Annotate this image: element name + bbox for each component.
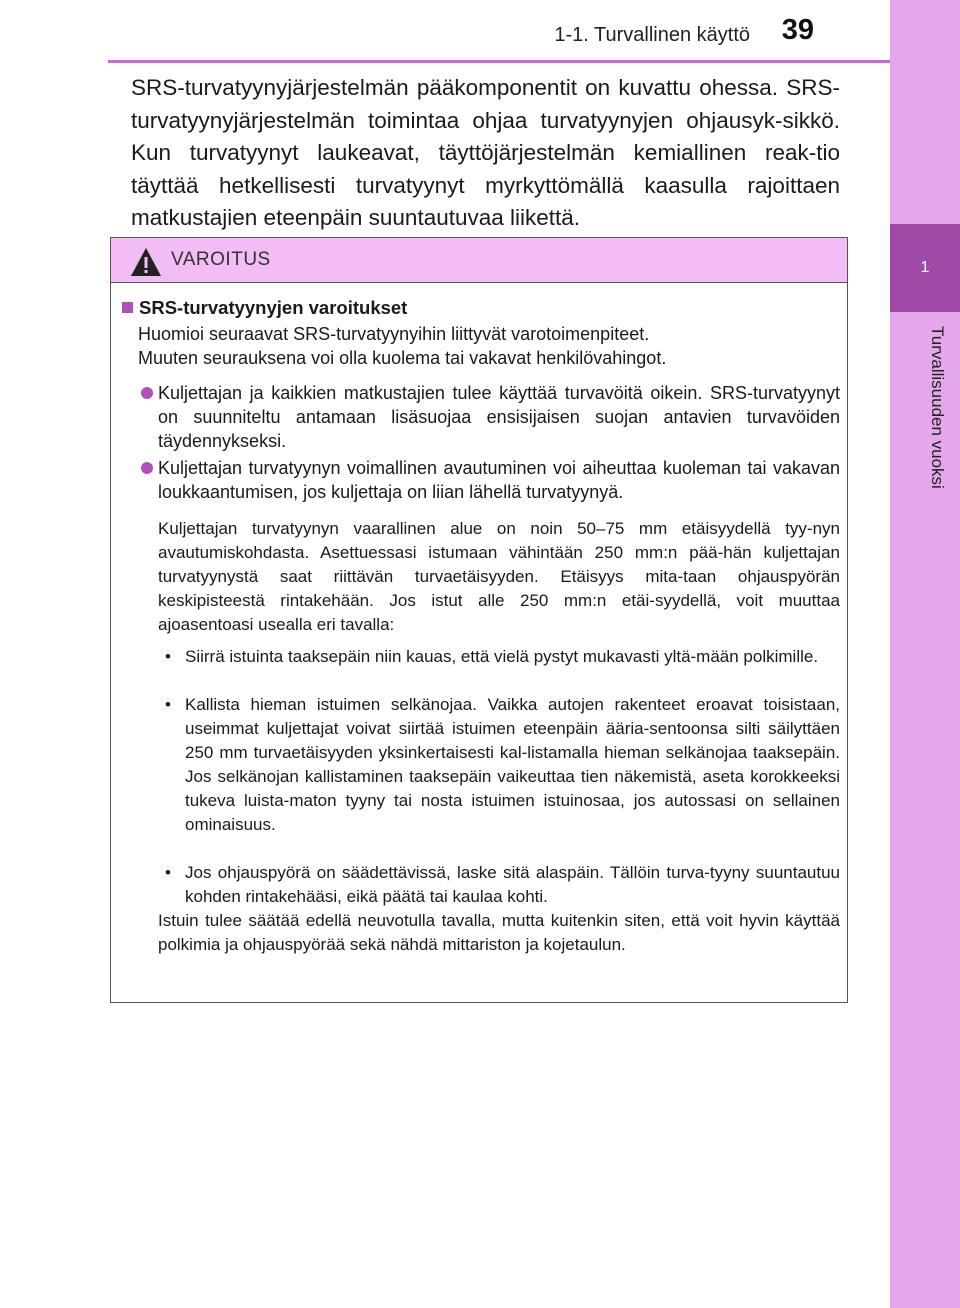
- warning-intro-line1: Huomioi seuraavat SRS-turvatyynyihin liittyvät varotoimenpiteet.: [138, 324, 650, 344]
- warning-triangle-icon: [130, 247, 162, 277]
- warning-closing: Istuin tulee säätää edellä neuvotulla tavalla, mutta kuitenkin siten, että voit hyvin käyttää polkimia ja ohjauspyörää sekä nähdä mittariston ja kojetaulun.: [158, 911, 840, 954]
- list-item: • Jos ohjauspyörä on säädettävissä, laske sitä alaspäin. Tällöin turva-tyyny suuntautuu kohden rintakehääsi, eikä päätä tai kaulaa kohti.: [165, 863, 840, 906]
- square-bullet-icon: [122, 302, 133, 313]
- page-header: [0, 0, 890, 62]
- warning-detail: Kuljettajan turvatyynyn vaarallinen alue on noin 50–75 mm etäisyydellä tyy-nyn avautumiskohdasta. Asettuessasi istumaan vähintään 250 mm:n pää-hän kuljettajan turvatyynystä saat riittävän turvaetäisyyden. Etäisyys mita-taan ohjauspyörän keskipisteestä rintakehään. Jos istut alle 250 mm:n etäi-syydellä, voit muuttaa ajoasentoasi usealla eri tavalla:: [158, 519, 840, 634]
- warning-label: VAROITUS: [171, 249, 271, 270]
- side-tab-strip: [890, 0, 960, 1308]
- chapter-label: Turvallisuuden vuoksi: [928, 326, 947, 489]
- list-item: • Siirrä istuinta taaksepäin niin kauas, että vielä pystyt mukavasti yltä-mään polkimille.: [165, 647, 819, 666]
- warning-bullet-2: Kuljettajan turvatyynyn voimallinen avautuminen voi aiheuttaa kuoleman tai vakavan loukkaantumisen, jos kuljettaja on liian lähellä turvatyynyä.: [158, 458, 840, 502]
- warning-intro-line2: Muuten seurauksena voi olla kuolema tai vakavat henkilövahingot.: [138, 348, 667, 368]
- header-rule: [108, 60, 960, 63]
- page-number: 39: [781, 14, 814, 46]
- warning-bullet-1: Kuljettajan ja kaikkien matkustajien tulee käyttää turvavöitä oikein. SRS-turvatyynyt on suunniteltu antamaan lisäsuojaa ensisijaisen suojan antavien turvavöiden täydennykseksi.: [158, 383, 840, 451]
- list-item-text: Siirrä istuinta taaksepäin niin kauas, että vielä pystyt mukavasti yltä-mään polkimille.: [185, 647, 819, 666]
- list-item: • Kallista hieman istuimen selkänojaa. Vaikka autojen rakenteet eroavat toisistaan, useimmat kuljettajat voivat siirtää istuimen eteenpäin ääria-sentoonsa silti säilyttäen 250 mm turvaetäisyyden yksinkertaisesti kal-listamalla hieman selkänojaa taaksepäin. Jos selkänojan kallistaminen taaksepäin vaikeuttaa tien näkemistä, aseta korokkeeksi tukeva luista-maton tyyny tai nosta istuimen istuinosaa, jos autossasi on sellainen ominaisuus.: [165, 695, 840, 834]
- warning-box: [110, 237, 848, 1003]
- chapter-tab[interactable]: 1: [890, 224, 960, 312]
- warning-header: [111, 238, 847, 283]
- warning-subheading-text: SRS-turvatyynyjen varoitukset: [139, 297, 408, 318]
- warning-subheading: [122, 296, 407, 320]
- round-bullet-icon: [141, 462, 153, 474]
- list-item-text: Jos ohjauspyörä on säädettävissä, laske sitä alaspäin. Tällöin turva-tyyny suuntautuu kohden rintakehääsi, eikä päätä tai kaulaa kohti.: [185, 863, 840, 906]
- intro-paragraph: SRS-turvatyynyjärjestelmän pääkomponentit on kuvattu ohessa. SRS-turvatyynyjärjestelmän toimintaa ohjaa turvatyynyjen ohjausyk-sikkö. Kun turvatyynyt laukeavat, täyttöjärjestelmän kemiallinen reak-tio täyttää hetkellisesti turvatyynyt myrkyttömällä kaasulla rajoittaen matkustajien eteenpäin suuntautuvaa liikettä.: [131, 75, 840, 230]
- section-title: 1-1. Turvallinen käyttö: [554, 24, 750, 46]
- list-item-text: Kallista hieman istuimen selkänojaa. Vaikka autojen rakenteet eroavat toisistaan, useimmat kuljettajat voivat siirtää istuimen eteenpäin ääria-sentoonsa silti säilyttäen 250 mm turvaetäisyyden yksinkertaisesti kal-listamalla hieman selkänojaa taaksepäin. Jos selkänojan kallistaminen taaksepäin vaikeuttaa tien näkemistä, aseta korokkeeksi tukeva luista-maton tyyny tai nosta istuimen istuinosaa, jos autossasi on sellainen ominaisuus.: [185, 695, 840, 834]
- round-bullet-icon: [141, 387, 153, 399]
